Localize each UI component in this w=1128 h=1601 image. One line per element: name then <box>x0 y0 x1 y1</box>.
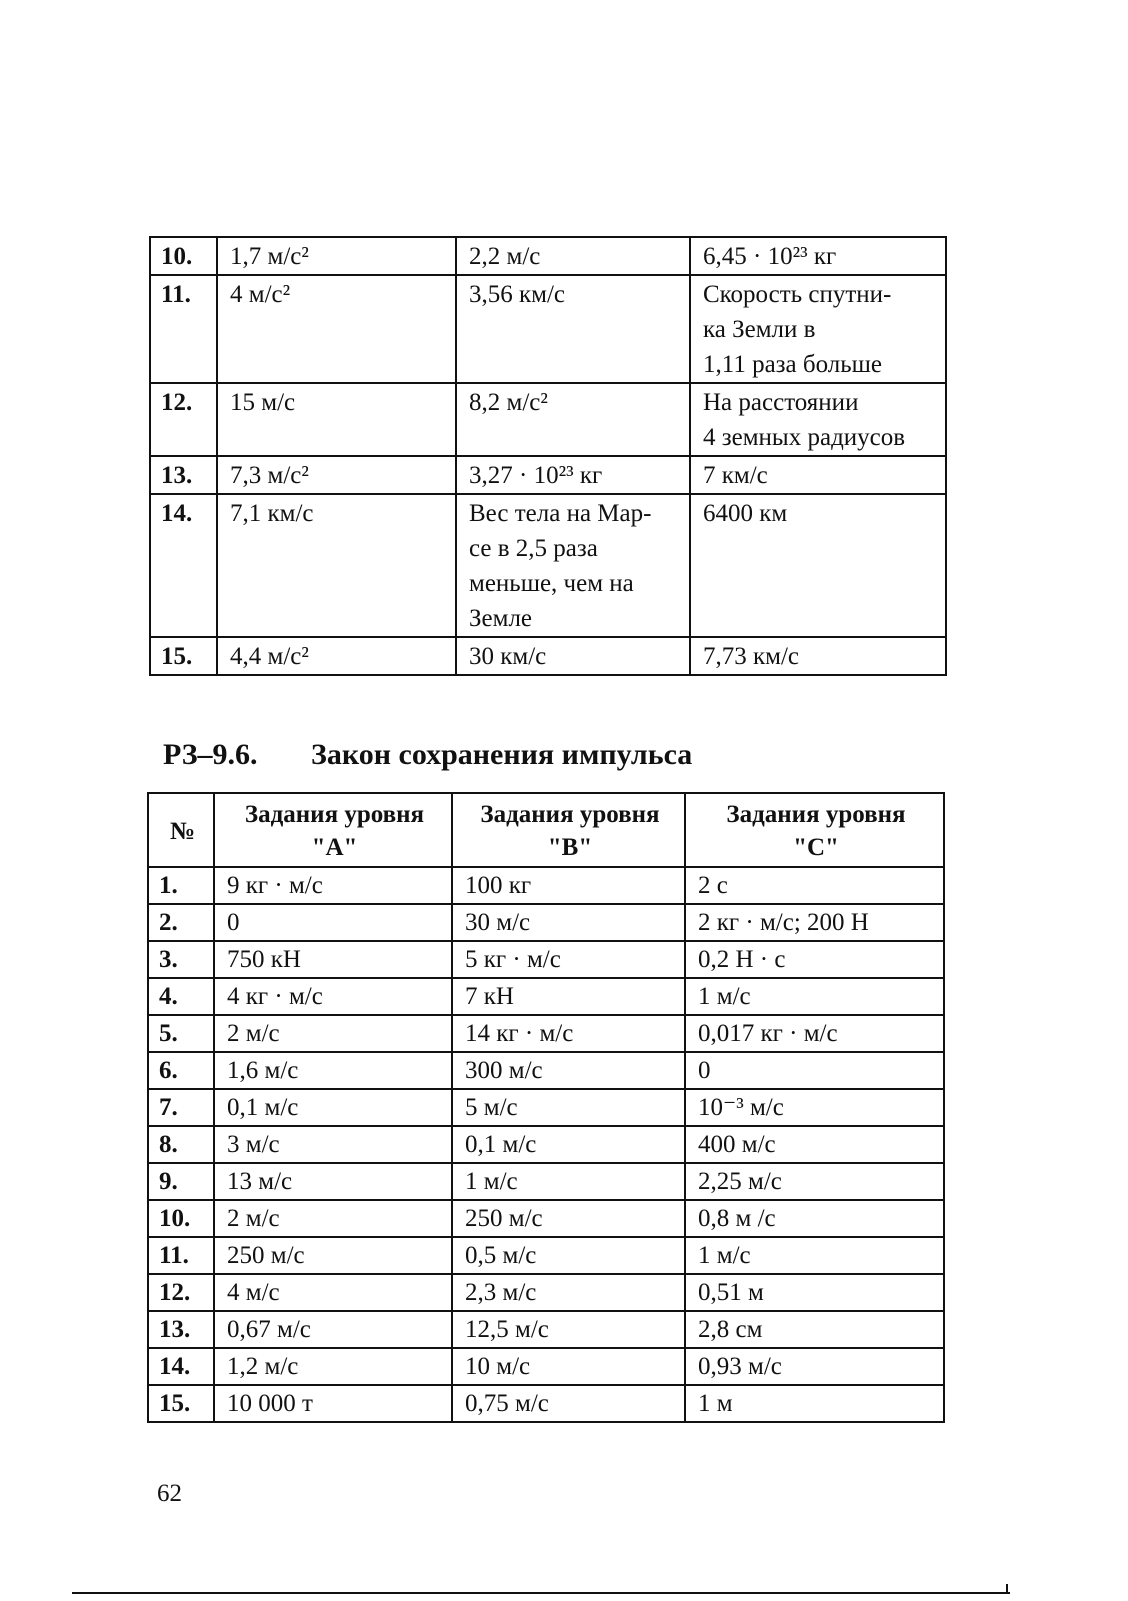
table-row <box>150 637 946 675</box>
momentum-cell-level-c: 1 м/с <box>685 978 944 1015</box>
table-row <box>148 1089 944 1126</box>
momentum-cell-number: 1. <box>148 867 214 904</box>
momentum-cell-level-a: 0 <box>214 904 452 941</box>
momentum-cell-number: 7. <box>148 1089 214 1126</box>
momentum-cell-level-a: 9 кг · м/с <box>214 867 452 904</box>
momentum-cell-number: 8. <box>148 1126 214 1163</box>
header-number: № <box>148 793 214 867</box>
momentum-cell-level-a: 2 м/с <box>214 1015 452 1052</box>
bottom-rule <box>72 1592 1010 1594</box>
momentum-cell-level-b: 10 м/с <box>452 1348 685 1385</box>
momentum-cell-level-b: 1 м/с <box>452 1163 685 1200</box>
momentum-cell-level-a: 750 кН <box>214 941 452 978</box>
momentum-cell-level-c: 1 м/с <box>685 1237 944 1274</box>
continued-cell-number: 12. <box>150 383 217 456</box>
table-row <box>150 383 946 456</box>
page-number: 62 <box>157 1480 182 1507</box>
momentum-cell-number: 5. <box>148 1015 214 1052</box>
continued-cell-level-c: 6,45 · 10²³ кг <box>690 237 946 275</box>
table-row <box>148 978 944 1015</box>
continued-cell-level-b: 3,56 км/с <box>456 275 690 383</box>
continued-cell-number: 10. <box>150 237 217 275</box>
momentum-cell-level-b: 0,1 м/с <box>452 1126 685 1163</box>
table-row <box>148 1274 944 1311</box>
momentum-cell-level-a: 0,1 м/с <box>214 1089 452 1126</box>
continued-cell-number: 13. <box>150 456 217 494</box>
bottom-rule-tick <box>1006 1584 1008 1594</box>
momentum-cell-level-c: 0,8 м /с <box>685 1200 944 1237</box>
continued-cell-level-c: Скорость спутни- ка Земли в 1,11 раза больше <box>690 275 946 383</box>
answers-table-momentum-body <box>148 867 944 1422</box>
continued-cell-level-c: 6400 км <box>690 494 946 637</box>
table-row <box>148 1348 944 1385</box>
section-title: Закон сохранения импульса <box>311 738 693 771</box>
header-level-c: Задания уровня "С" <box>685 793 944 867</box>
momentum-cell-level-c: 0 <box>685 1052 944 1089</box>
momentum-cell-level-b: 5 кг · м/с <box>452 941 685 978</box>
continued-cell-level-c: 7,73 км/с <box>690 637 946 675</box>
continued-cell-level-a: 4 м/с² <box>217 275 456 383</box>
continued-cell-level-a: 7,3 м/с² <box>217 456 456 494</box>
table-row <box>150 275 946 383</box>
momentum-cell-level-b: 30 м/с <box>452 904 685 941</box>
table-row <box>148 867 944 904</box>
momentum-cell-level-c: 0,51 м <box>685 1274 944 1311</box>
section-code: РЗ–9.6. <box>163 738 258 771</box>
table-row <box>148 941 944 978</box>
momentum-cell-number: 11. <box>148 1237 214 1274</box>
section-heading <box>163 738 692 772</box>
momentum-cell-level-b: 250 м/с <box>452 1200 685 1237</box>
momentum-cell-level-c: 2,8 см <box>685 1311 944 1348</box>
answers-table-continued <box>149 236 947 676</box>
momentum-cell-level-c: 400 м/с <box>685 1126 944 1163</box>
continued-cell-number: 14. <box>150 494 217 637</box>
momentum-cell-level-b: 0,75 м/с <box>452 1385 685 1422</box>
continued-cell-level-a: 1,7 м/с² <box>217 237 456 275</box>
momentum-cell-level-c: 10⁻³ м/с <box>685 1089 944 1126</box>
header-level-b: Задания уровня "В" <box>452 793 685 867</box>
momentum-cell-number: 14. <box>148 1348 214 1385</box>
momentum-cell-level-b: 300 м/с <box>452 1052 685 1089</box>
momentum-cell-level-a: 2 м/с <box>214 1200 452 1237</box>
momentum-cell-level-b: 2,3 м/с <box>452 1274 685 1311</box>
momentum-cell-level-b: 100 кг <box>452 867 685 904</box>
momentum-cell-level-a: 4 кг · м/с <box>214 978 452 1015</box>
table-row <box>148 1126 944 1163</box>
continued-cell-level-b: 30 км/с <box>456 637 690 675</box>
momentum-cell-level-b: 0,5 м/с <box>452 1237 685 1274</box>
momentum-cell-level-a: 4 м/с <box>214 1274 452 1311</box>
momentum-cell-level-c: 0,93 м/с <box>685 1348 944 1385</box>
table-header-row <box>148 793 944 867</box>
momentum-cell-level-a: 1,2 м/с <box>214 1348 452 1385</box>
header-level-a: Задания уровня "А" <box>214 793 452 867</box>
momentum-cell-number: 13. <box>148 1311 214 1348</box>
momentum-cell-level-c: 0,2 Н · с <box>685 941 944 978</box>
continued-cell-level-a: 15 м/с <box>217 383 456 456</box>
momentum-cell-level-a: 13 м/с <box>214 1163 452 1200</box>
table-row <box>150 456 946 494</box>
momentum-cell-level-b: 7 кН <box>452 978 685 1015</box>
continued-cell-level-b: Вес тела на Мар- се в 2,5 раза меньше, чем на Земле <box>456 494 690 637</box>
momentum-cell-level-a: 1,6 м/с <box>214 1052 452 1089</box>
momentum-cell-level-a: 0,67 м/с <box>214 1311 452 1348</box>
momentum-cell-level-b: 14 кг · м/с <box>452 1015 685 1052</box>
continued-cell-level-b: 3,27 · 10²³ кг <box>456 456 690 494</box>
momentum-cell-level-b: 12,5 м/с <box>452 1311 685 1348</box>
table-row <box>148 1237 944 1274</box>
table-row <box>148 1052 944 1089</box>
momentum-cell-number: 4. <box>148 978 214 1015</box>
table-row <box>150 237 946 275</box>
table-row <box>150 494 946 637</box>
table-row <box>148 1385 944 1422</box>
table-row <box>148 1163 944 1200</box>
momentum-cell-level-c: 2,25 м/с <box>685 1163 944 1200</box>
momentum-cell-level-a: 250 м/с <box>214 1237 452 1274</box>
continued-cell-level-c: 7 км/с <box>690 456 946 494</box>
answers-table-continued-body <box>150 237 946 675</box>
continued-cell-level-b: 2,2 м/с <box>456 237 690 275</box>
momentum-cell-level-c: 2 кг · м/с; 200 Н <box>685 904 944 941</box>
continued-cell-number: 15. <box>150 637 217 675</box>
continued-cell-level-a: 7,1 км/с <box>217 494 456 637</box>
momentum-cell-number: 12. <box>148 1274 214 1311</box>
momentum-cell-number: 15. <box>148 1385 214 1422</box>
momentum-cell-level-a: 3 м/с <box>214 1126 452 1163</box>
table-row <box>148 904 944 941</box>
momentum-cell-level-b: 5 м/с <box>452 1089 685 1126</box>
momentum-cell-level-c: 0,017 кг · м/с <box>685 1015 944 1052</box>
continued-cell-level-c: На расстоянии 4 земных радиусов <box>690 383 946 456</box>
momentum-cell-level-c: 2 с <box>685 867 944 904</box>
continued-cell-level-b: 8,2 м/с² <box>456 383 690 456</box>
momentum-cell-level-c: 1 м <box>685 1385 944 1422</box>
momentum-cell-number: 2. <box>148 904 214 941</box>
continued-cell-level-a: 4,4 м/с² <box>217 637 456 675</box>
momentum-cell-number: 3. <box>148 941 214 978</box>
momentum-cell-number: 10. <box>148 1200 214 1237</box>
table-row <box>148 1311 944 1348</box>
momentum-cell-number: 6. <box>148 1052 214 1089</box>
continued-cell-number: 11. <box>150 275 217 383</box>
table-row <box>148 1015 944 1052</box>
momentum-cell-number: 9. <box>148 1163 214 1200</box>
table-row <box>148 1200 944 1237</box>
momentum-cell-level-a: 10 000 т <box>214 1385 452 1422</box>
answers-table-momentum <box>147 792 945 1423</box>
